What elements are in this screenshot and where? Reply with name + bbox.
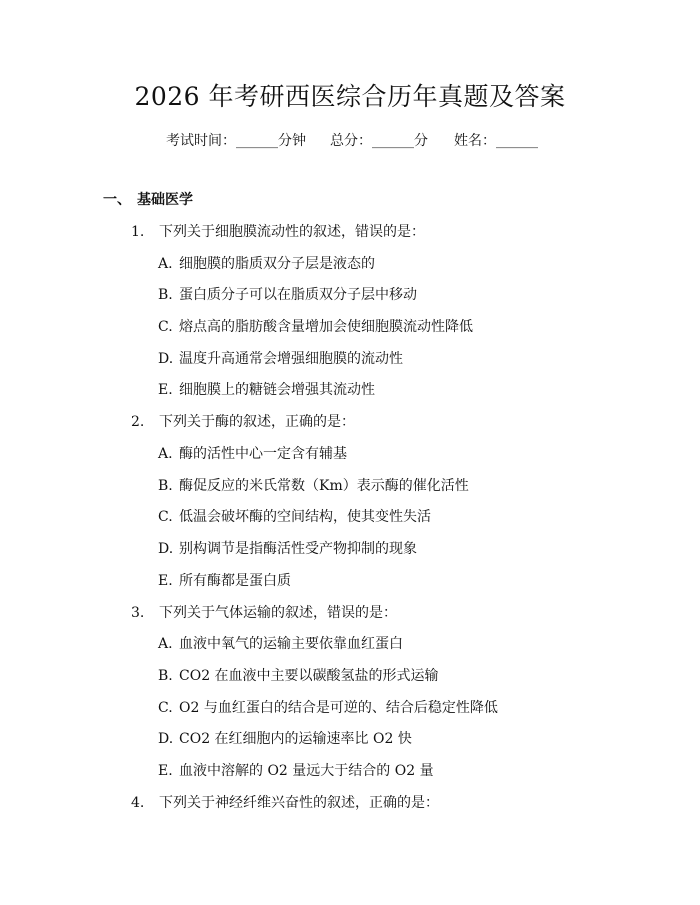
option-letter: A. bbox=[158, 256, 173, 272]
option-1c bbox=[158, 317, 473, 337]
option-text: CO2 在红细胞内的运输速率比 O2 快 bbox=[179, 731, 412, 747]
question-text: 下列关于细胞膜流动性的叙述，错误的是： bbox=[159, 224, 425, 240]
option-letter: C. bbox=[158, 509, 173, 525]
option-letter: C. bbox=[158, 700, 173, 716]
option-letter: D. bbox=[158, 541, 174, 557]
option-3a bbox=[158, 634, 403, 654]
exam-score: 总分：______分 bbox=[330, 133, 428, 149]
option-text: 熔点高的脂肪酸含量增加会使细胞膜流动性降低 bbox=[179, 319, 473, 335]
option-text: 低温会破坏酶的空间结构，使其变性失活 bbox=[179, 509, 431, 525]
exam-name: 姓名：______ bbox=[454, 133, 538, 149]
option-3e bbox=[158, 761, 434, 781]
option-2b bbox=[158, 476, 469, 496]
option-text: 血液中氧气的运输主要依靠血红蛋白 bbox=[179, 636, 403, 652]
option-text: 蛋白质分子可以在脂质双分子层中移动 bbox=[179, 287, 417, 303]
option-letter: A. bbox=[158, 636, 173, 652]
option-letter: D. bbox=[158, 351, 174, 367]
option-3b bbox=[158, 666, 439, 686]
option-letter: E. bbox=[158, 573, 173, 589]
option-text: O2 与血红蛋白的结合是可逆的、结合后稳定性降低 bbox=[179, 700, 498, 716]
question-number: 1. bbox=[131, 224, 145, 240]
option-2c bbox=[158, 507, 431, 527]
question-number: 3. bbox=[131, 605, 145, 621]
option-text: CO2 在血液中主要以碳酸氢盐的形式运输 bbox=[179, 668, 439, 684]
option-letter: B. bbox=[158, 668, 173, 684]
option-text: 酶的活性中心一定含有辅基 bbox=[179, 446, 347, 462]
option-3c bbox=[158, 698, 498, 718]
option-text: 别构调节是指酶活性受产物抑制的现象 bbox=[179, 541, 417, 557]
option-1d bbox=[158, 349, 403, 369]
section-number: 一、 bbox=[103, 192, 131, 208]
question-1 bbox=[131, 222, 425, 242]
option-letter: E. bbox=[158, 763, 173, 779]
question-4 bbox=[131, 793, 439, 813]
question-number: 4. bbox=[131, 795, 145, 811]
option-text: 所有酶都是蛋白质 bbox=[179, 573, 291, 589]
question-text: 下列关于神经纤维兴奋性的叙述，正确的是： bbox=[159, 795, 439, 811]
question-2 bbox=[131, 412, 355, 432]
question-number: 2. bbox=[131, 414, 145, 430]
option-1e bbox=[158, 380, 375, 400]
question-text: 下列关于气体运输的叙述，错误的是： bbox=[159, 605, 397, 621]
option-text: 酶促反应的米氏常数（Km）表示酶的催化活性 bbox=[179, 478, 469, 494]
option-text: 血液中溶解的 O2 量远大于结合的 O2 量 bbox=[179, 763, 434, 779]
option-text: 温度升高通常会增强细胞膜的流动性 bbox=[179, 351, 403, 367]
option-3d bbox=[158, 729, 412, 749]
option-text: 细胞膜的脂质双分子层是液态的 bbox=[179, 256, 375, 272]
option-1b bbox=[158, 285, 417, 305]
option-letter: B. bbox=[158, 287, 173, 303]
option-letter: A. bbox=[158, 446, 173, 462]
option-1a bbox=[158, 254, 375, 274]
option-letter: C. bbox=[158, 319, 173, 335]
option-text: 细胞膜上的糖链会增强其流动性 bbox=[179, 382, 375, 398]
option-letter: B. bbox=[158, 478, 173, 494]
option-2e bbox=[158, 571, 291, 591]
section-title: 基础医学 bbox=[137, 192, 193, 208]
option-2a bbox=[158, 444, 347, 464]
question-3 bbox=[131, 603, 397, 623]
section-heading bbox=[103, 190, 193, 210]
question-text: 下列关于酶的叙述，正确的是： bbox=[159, 414, 355, 430]
exam-time: 考试时间：______分钟 bbox=[166, 133, 306, 149]
option-letter: D. bbox=[158, 731, 174, 747]
option-2d bbox=[158, 539, 417, 559]
option-letter: E. bbox=[158, 382, 173, 398]
page-title: 2026 年考研西医综合历年真题及答案 bbox=[134, 82, 566, 111]
